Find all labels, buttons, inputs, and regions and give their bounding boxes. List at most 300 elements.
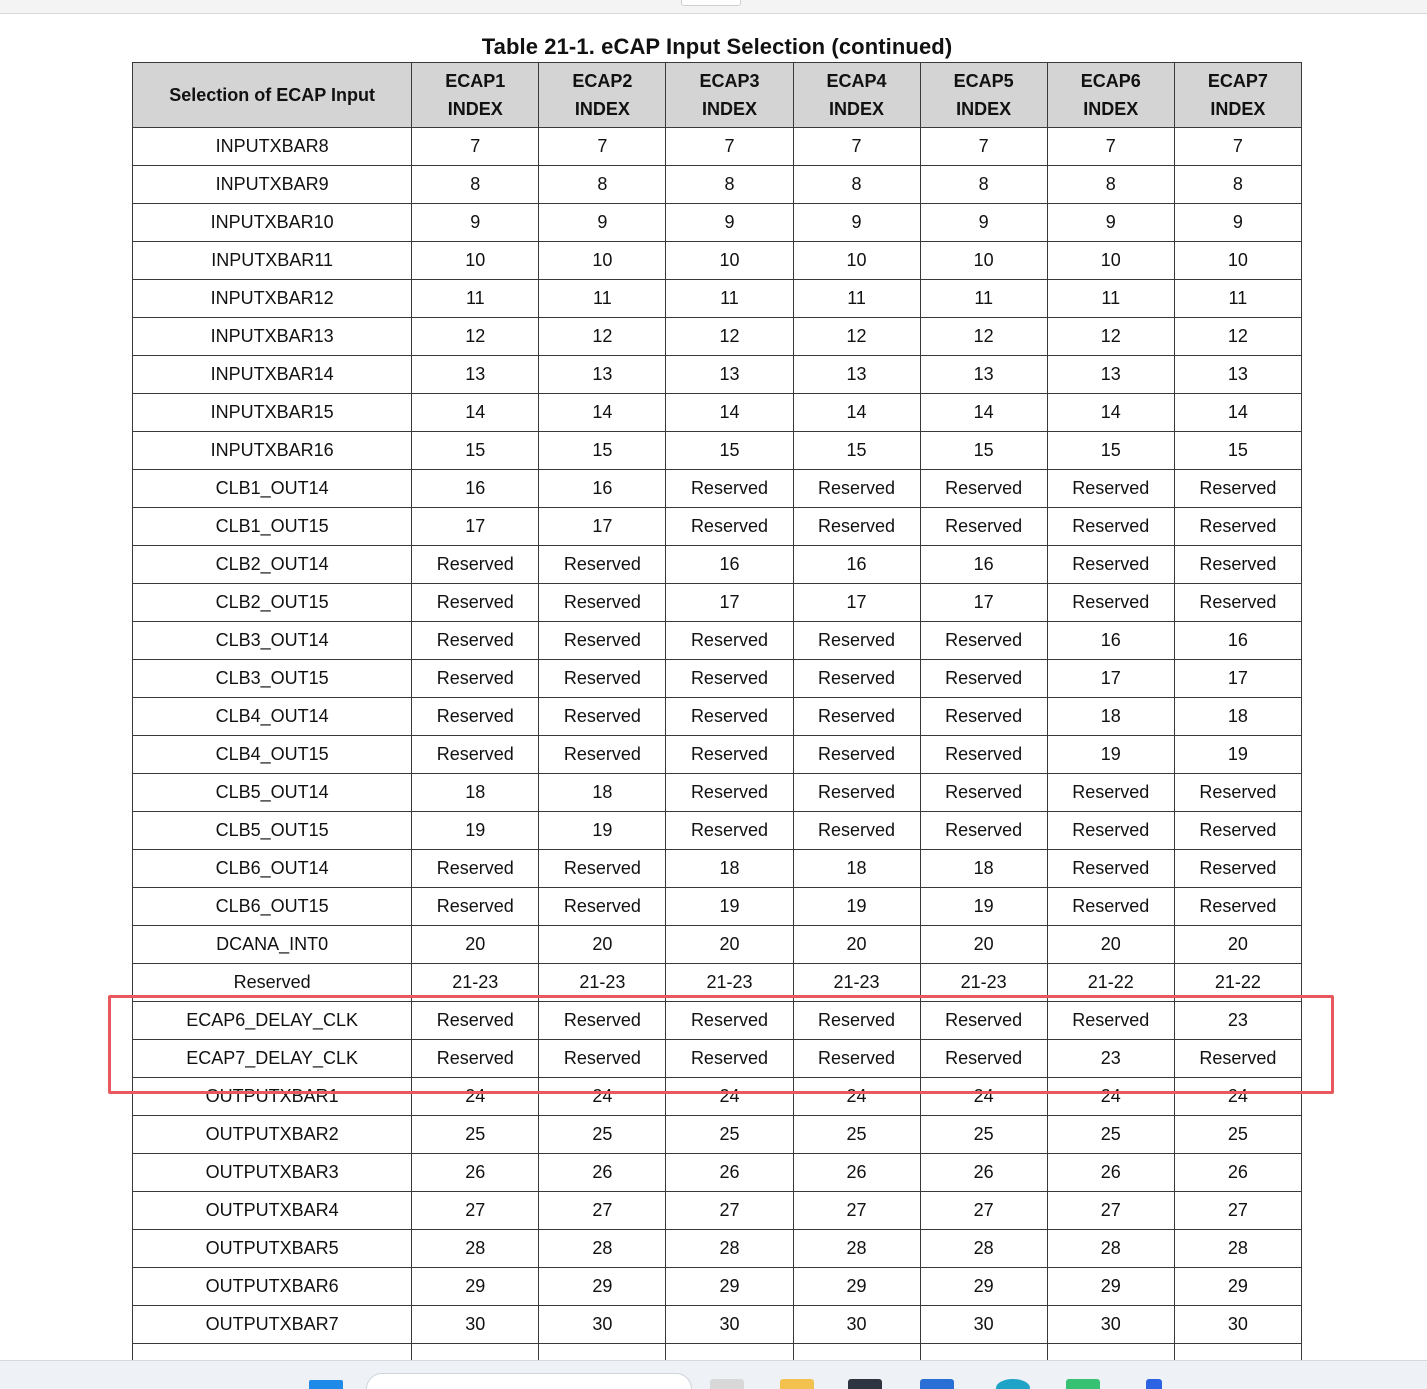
ecap1-index-cell: 25 xyxy=(412,1116,539,1154)
ecap6-index-cell: 8 xyxy=(1047,166,1174,204)
ecap6-index-cell: Reserved xyxy=(1047,584,1174,622)
ecap5-index-cell: 30 xyxy=(920,1306,1047,1344)
ecap4-index-cell: 24 xyxy=(793,1078,920,1116)
ecap1-index-cell: 13 xyxy=(412,356,539,394)
table-row xyxy=(133,204,1302,242)
header-ecap6-index xyxy=(1047,63,1174,128)
input-selection-cell: INPUTXBAR11 xyxy=(133,242,412,280)
ecap5-index-cell: Reserved xyxy=(920,1002,1047,1040)
ecap3-index-cell: 12 xyxy=(666,318,793,356)
input-selection-cell: INPUTXBAR15 xyxy=(133,394,412,432)
ecap2-index-cell: 10 xyxy=(539,242,666,280)
ecap3-index-cell: 25 xyxy=(666,1116,793,1154)
ecap3-index-cell: 16 xyxy=(666,546,793,584)
ecap7-index-cell: 7 xyxy=(1174,128,1301,166)
ecap3-index-cell: 13 xyxy=(666,356,793,394)
ecap5-index-cell: 8 xyxy=(920,166,1047,204)
ecap4-index-cell: 9 xyxy=(793,204,920,242)
ecap1-index-cell: 24 xyxy=(412,1078,539,1116)
header-label: ECAP5 xyxy=(953,71,1014,91)
ecap4-index-cell: 7 xyxy=(793,128,920,166)
table-row xyxy=(133,318,1302,356)
store-icon[interactable] xyxy=(920,1379,954,1389)
ecap5-index-cell: 26 xyxy=(920,1154,1047,1192)
ecap1-index-cell: 21-23 xyxy=(412,964,539,1002)
input-selection-cell: CLB6_OUT15 xyxy=(133,888,412,926)
ecap5-index-cell: 27 xyxy=(920,1192,1047,1230)
ecap3-index-cell: Reserved xyxy=(666,1002,793,1040)
ecap5-index-cell: Reserved xyxy=(920,622,1047,660)
ecap3-index-cell: Reserved xyxy=(666,1040,793,1078)
ecap7-index-cell: Reserved xyxy=(1174,584,1301,622)
ecap5-index-cell: 15 xyxy=(920,432,1047,470)
ecap6-index-cell: 19 xyxy=(1047,736,1174,774)
ecap2-index-cell: 24 xyxy=(539,1078,666,1116)
ecap6-index-cell: Reserved xyxy=(1047,888,1174,926)
ecap1-index-cell: 28 xyxy=(412,1230,539,1268)
ecap2-index-cell: 28 xyxy=(539,1230,666,1268)
ecap7-index-cell: 23 xyxy=(1174,1002,1301,1040)
ecap6-index-cell xyxy=(1047,1344,1174,1361)
ecap2-index-cell: 29 xyxy=(539,1268,666,1306)
ecap5-index-cell: 19 xyxy=(920,888,1047,926)
input-selection-cell: OUTPUTXBAR2 xyxy=(133,1116,412,1154)
table-row xyxy=(133,394,1302,432)
ecap7-index-cell: 20 xyxy=(1174,926,1301,964)
ecap6-index-cell: 12 xyxy=(1047,318,1174,356)
ecap2-index-cell: 7 xyxy=(539,128,666,166)
ecap4-index-cell: 10 xyxy=(793,242,920,280)
ecap7-index-cell: 28 xyxy=(1174,1230,1301,1268)
ecap3-index-cell: 14 xyxy=(666,394,793,432)
ecap2-index-cell xyxy=(539,1344,666,1361)
ecap6-index-cell: Reserved xyxy=(1047,774,1174,812)
ecap3-index-cell: Reserved xyxy=(666,622,793,660)
ecap7-index-cell: 25 xyxy=(1174,1116,1301,1154)
ecap2-index-cell: 18 xyxy=(539,774,666,812)
ecap7-index-cell: 19 xyxy=(1174,736,1301,774)
ecap2-index-cell: 21-23 xyxy=(539,964,666,1002)
input-selection-cell: INPUTXBAR9 xyxy=(133,166,412,204)
ecap5-index-cell: 21-23 xyxy=(920,964,1047,1002)
ecap3-index-cell: 24 xyxy=(666,1078,793,1116)
ecap5-index-cell: 10 xyxy=(920,242,1047,280)
viewer-toolbar xyxy=(0,0,1427,14)
ecap3-index-cell: 17 xyxy=(666,584,793,622)
ecap4-index-cell: 30 xyxy=(793,1306,920,1344)
table-row xyxy=(133,1154,1302,1192)
ecap7-index-cell: Reserved xyxy=(1174,812,1301,850)
ecap1-index-cell: 7 xyxy=(412,128,539,166)
ecap7-index-cell: 29 xyxy=(1174,1268,1301,1306)
ecap-input-selection-table xyxy=(132,62,1302,1360)
ecap3-index-cell: 28 xyxy=(666,1230,793,1268)
ecap1-index-cell: 10 xyxy=(412,242,539,280)
ecap4-index-cell: 19 xyxy=(793,888,920,926)
ecap7-index-cell: 17 xyxy=(1174,660,1301,698)
page-tab-handle[interactable] xyxy=(681,0,741,6)
table-row xyxy=(133,128,1302,166)
header-label: ECAP7 xyxy=(1207,71,1268,91)
ecap4-index-cell: 13 xyxy=(793,356,920,394)
ecap7-index-cell: Reserved xyxy=(1174,850,1301,888)
input-selection-cell: ECAP6_DELAY_CLK xyxy=(133,1002,412,1040)
input-selection-cell: CLB3_OUT15 xyxy=(133,660,412,698)
ecap4-index-cell: 11 xyxy=(793,280,920,318)
ecap6-index-cell: 16 xyxy=(1047,622,1174,660)
table-row xyxy=(133,1040,1302,1078)
ecap3-index-cell: Reserved xyxy=(666,736,793,774)
ecap1-index-cell: 9 xyxy=(412,204,539,242)
header-ecap7-index xyxy=(1174,63,1301,128)
ecap2-index-cell: Reserved xyxy=(539,698,666,736)
ecap6-index-cell: 28 xyxy=(1047,1230,1174,1268)
table-row xyxy=(133,812,1302,850)
ecap4-index-cell: 20 xyxy=(793,926,920,964)
table-row xyxy=(133,1230,1302,1268)
input-selection-cell: CLB6_OUT14 xyxy=(133,850,412,888)
ecap1-index-cell: 19 xyxy=(412,812,539,850)
ecap7-index-cell: Reserved xyxy=(1174,774,1301,812)
input-selection-cell: CLB2_OUT15 xyxy=(133,584,412,622)
table-body xyxy=(133,128,1302,1361)
table-row xyxy=(133,774,1302,812)
ecap2-index-cell: 14 xyxy=(539,394,666,432)
terminal-icon[interactable] xyxy=(848,1379,882,1389)
table-row xyxy=(133,356,1302,394)
ecap5-index-cell: 18 xyxy=(920,850,1047,888)
ecap1-index-cell: 27 xyxy=(412,1192,539,1230)
ecap7-index-cell: Reserved xyxy=(1174,888,1301,926)
ecap5-index-cell: 14 xyxy=(920,394,1047,432)
ecap2-index-cell: Reserved xyxy=(539,1002,666,1040)
ecap7-index-cell: Reserved xyxy=(1174,470,1301,508)
table-row xyxy=(133,850,1302,888)
ecap4-index-cell: 8 xyxy=(793,166,920,204)
table-row xyxy=(133,622,1302,660)
ecap7-index-cell xyxy=(1174,1344,1301,1361)
table-row xyxy=(133,1192,1302,1230)
ecap3-index-cell: 20 xyxy=(666,926,793,964)
table-row xyxy=(133,432,1302,470)
ecap7-index-cell: 21-22 xyxy=(1174,964,1301,1002)
ecap5-index-cell: Reserved xyxy=(920,736,1047,774)
ecap6-index-cell: Reserved xyxy=(1047,850,1174,888)
ecap7-index-cell: Reserved xyxy=(1174,508,1301,546)
ecap2-index-cell: 20 xyxy=(539,926,666,964)
ecap1-index-cell: Reserved xyxy=(412,850,539,888)
ecap6-index-cell: 14 xyxy=(1047,394,1174,432)
input-selection-cell: DCANA_INT0 xyxy=(133,926,412,964)
pen-app-icon[interactable] xyxy=(1146,1379,1162,1389)
ecap2-index-cell: 16 xyxy=(539,470,666,508)
ecap4-index-cell: 17 xyxy=(793,584,920,622)
input-selection-cell: CLB2_OUT14 xyxy=(133,546,412,584)
header-label-sub: INDEX xyxy=(1210,99,1266,119)
table-row xyxy=(133,1002,1302,1040)
ecap1-index-cell: 29 xyxy=(412,1268,539,1306)
ecap3-index-cell: 9 xyxy=(666,204,793,242)
ecap1-index-cell: Reserved xyxy=(412,660,539,698)
ecap2-index-cell: 17 xyxy=(539,508,666,546)
ecap7-index-cell: 15 xyxy=(1174,432,1301,470)
ecap6-index-cell: 17 xyxy=(1047,660,1174,698)
ecap5-index-cell: 28 xyxy=(920,1230,1047,1268)
ecap2-index-cell: 27 xyxy=(539,1192,666,1230)
ecap4-index-cell: Reserved xyxy=(793,660,920,698)
file-explorer-icon[interactable] xyxy=(780,1379,814,1389)
ecap5-index-cell: Reserved xyxy=(920,508,1047,546)
ecap1-index-cell: Reserved xyxy=(412,546,539,584)
input-selection-cell: CLB4_OUT15 xyxy=(133,736,412,774)
ecap2-index-cell: Reserved xyxy=(539,850,666,888)
ecap6-index-cell: 15 xyxy=(1047,432,1174,470)
input-selection-cell: ECAP7_DELAY_CLK xyxy=(133,1040,412,1078)
ecap3-index-cell: 11 xyxy=(666,280,793,318)
ecap4-index-cell: Reserved xyxy=(793,1040,920,1078)
table-row xyxy=(133,888,1302,926)
ecap6-index-cell: Reserved xyxy=(1047,1002,1174,1040)
ecap1-index-cell: 8 xyxy=(412,166,539,204)
ecap1-index-cell: 12 xyxy=(412,318,539,356)
input-selection-cell: INPUTXBAR12 xyxy=(133,280,412,318)
ecap4-index-cell xyxy=(793,1344,920,1361)
ecap4-index-cell: Reserved xyxy=(793,698,920,736)
ecap1-index-cell: 11 xyxy=(412,280,539,318)
ecap1-index-cell: Reserved xyxy=(412,584,539,622)
ecap5-index-cell: 20 xyxy=(920,926,1047,964)
ecap7-index-cell: 30 xyxy=(1174,1306,1301,1344)
ecap4-index-cell: 28 xyxy=(793,1230,920,1268)
ecap3-index-cell: 26 xyxy=(666,1154,793,1192)
ecap4-index-cell: Reserved xyxy=(793,622,920,660)
ecap3-index-cell xyxy=(666,1344,793,1361)
taskbar-search-box[interactable] xyxy=(366,1373,692,1389)
ecap5-index-cell xyxy=(920,1344,1047,1361)
table-row xyxy=(133,1268,1302,1306)
input-selection-cell: INPUTXBAR13 xyxy=(133,318,412,356)
ecap5-index-cell: 13 xyxy=(920,356,1047,394)
ecap1-index-cell: 15 xyxy=(412,432,539,470)
ecap7-index-cell: 26 xyxy=(1174,1154,1301,1192)
ecap7-index-cell: 16 xyxy=(1174,622,1301,660)
ecap1-index-cell: Reserved xyxy=(412,736,539,774)
input-selection-cell: INPUTXBAR16 xyxy=(133,432,412,470)
ecap4-index-cell: 16 xyxy=(793,546,920,584)
ecap3-index-cell: 8 xyxy=(666,166,793,204)
header-label: ECAP1 xyxy=(445,71,506,91)
ecap6-index-cell: 23 xyxy=(1047,1040,1174,1078)
ecap3-index-cell: Reserved xyxy=(666,698,793,736)
ecap2-index-cell: Reserved xyxy=(539,736,666,774)
ecap5-index-cell: 11 xyxy=(920,280,1047,318)
ecap6-index-cell: 21-22 xyxy=(1047,964,1174,1002)
ecap1-index-cell xyxy=(412,1344,539,1361)
ecap6-index-cell: Reserved xyxy=(1047,508,1174,546)
ecap7-index-cell: 14 xyxy=(1174,394,1301,432)
ecap6-index-cell: 7 xyxy=(1047,128,1174,166)
ecap3-index-cell: Reserved xyxy=(666,660,793,698)
ecap7-index-cell: 12 xyxy=(1174,318,1301,356)
input-selection-cell: CLB1_OUT15 xyxy=(133,508,412,546)
table-row xyxy=(133,280,1302,318)
ecap5-index-cell: Reserved xyxy=(920,470,1047,508)
ecap2-index-cell: 13 xyxy=(539,356,666,394)
ecap6-index-cell: 30 xyxy=(1047,1306,1174,1344)
input-selection-cell xyxy=(133,1344,412,1361)
header-label: ECAP6 xyxy=(1080,71,1141,91)
ecap5-index-cell: 29 xyxy=(920,1268,1047,1306)
ecap2-index-cell: 25 xyxy=(539,1116,666,1154)
ecap3-index-cell: 10 xyxy=(666,242,793,280)
ecap3-index-cell: 15 xyxy=(666,432,793,470)
ecap6-index-cell: 26 xyxy=(1047,1154,1174,1192)
header-label-sub: INDEX xyxy=(1083,99,1139,119)
table-row xyxy=(133,926,1302,964)
header-ecap5-index xyxy=(920,63,1047,128)
ecap2-index-cell: 26 xyxy=(539,1154,666,1192)
ecap2-index-cell: Reserved xyxy=(539,584,666,622)
table-row xyxy=(133,1306,1302,1344)
ecap7-index-cell: Reserved xyxy=(1174,546,1301,584)
app-icon[interactable] xyxy=(710,1379,744,1389)
header-label-sub: INDEX xyxy=(956,99,1012,119)
ecap5-index-cell: 16 xyxy=(920,546,1047,584)
windows-start-icon[interactable] xyxy=(309,1380,343,1389)
input-selection-cell: INPUTXBAR10 xyxy=(133,204,412,242)
table-row xyxy=(133,470,1302,508)
ecap4-index-cell: 15 xyxy=(793,432,920,470)
ecap5-index-cell: Reserved xyxy=(920,812,1047,850)
ecap1-index-cell: Reserved xyxy=(412,622,539,660)
ecap5-index-cell: Reserved xyxy=(920,660,1047,698)
ecap6-index-cell: Reserved xyxy=(1047,812,1174,850)
ecap2-index-cell: 9 xyxy=(539,204,666,242)
table-row xyxy=(133,546,1302,584)
ecap6-index-cell: 9 xyxy=(1047,204,1174,242)
input-selection-cell: INPUTXBAR14 xyxy=(133,356,412,394)
ecap7-index-cell: 11 xyxy=(1174,280,1301,318)
ecap4-index-cell: 14 xyxy=(793,394,920,432)
table-title: Table 21-1. eCAP Input Selection (continued) xyxy=(481,34,953,59)
ecap3-index-cell: 29 xyxy=(666,1268,793,1306)
ecap2-index-cell: 15 xyxy=(539,432,666,470)
ecap5-index-cell: Reserved xyxy=(920,698,1047,736)
ecap1-index-cell: 30 xyxy=(412,1306,539,1344)
table-row xyxy=(133,508,1302,546)
ecap5-index-cell: 17 xyxy=(920,584,1047,622)
ecap3-index-cell: Reserved xyxy=(666,470,793,508)
ecap2-index-cell: Reserved xyxy=(539,622,666,660)
ecap4-index-cell: Reserved xyxy=(793,736,920,774)
table-row xyxy=(133,1078,1302,1116)
ecap1-index-cell: 16 xyxy=(412,470,539,508)
input-selection-cell: Reserved xyxy=(133,964,412,1002)
header-selection-of-ecap-input xyxy=(133,63,412,128)
table-row xyxy=(133,242,1302,280)
header-label-sub: INDEX xyxy=(574,99,630,119)
ecap6-index-cell: 10 xyxy=(1047,242,1174,280)
chat-app-icon[interactable] xyxy=(1066,1379,1100,1389)
ecap3-index-cell: 19 xyxy=(666,888,793,926)
ecap3-index-cell: Reserved xyxy=(666,774,793,812)
header-ecap1-index xyxy=(412,63,539,128)
input-selection-cell: OUTPUTXBAR7 xyxy=(133,1306,412,1344)
header-label: ECAP3 xyxy=(699,71,760,91)
ecap1-index-cell: 26 xyxy=(412,1154,539,1192)
ecap1-index-cell: Reserved xyxy=(412,888,539,926)
ecap1-index-cell: 18 xyxy=(412,774,539,812)
input-selection-cell: CLB5_OUT14 xyxy=(133,774,412,812)
ecap4-index-cell: 12 xyxy=(793,318,920,356)
header-label-sub: INDEX xyxy=(447,99,503,119)
table-row xyxy=(133,698,1302,736)
header-ecap4-index xyxy=(793,63,920,128)
ecap6-index-cell: 24 xyxy=(1047,1078,1174,1116)
header-label-sub: INDEX xyxy=(701,99,757,119)
ecap1-index-cell: 20 xyxy=(412,926,539,964)
ecap6-index-cell: Reserved xyxy=(1047,546,1174,584)
ecap2-index-cell: 30 xyxy=(539,1306,666,1344)
ecap7-index-cell: 27 xyxy=(1174,1192,1301,1230)
edge-browser-icon[interactable] xyxy=(996,1379,1030,1389)
ecap6-index-cell: Reserved xyxy=(1047,470,1174,508)
ecap4-index-cell: 29 xyxy=(793,1268,920,1306)
table-row xyxy=(133,964,1302,1002)
input-selection-cell: OUTPUTXBAR3 xyxy=(133,1154,412,1192)
ecap2-index-cell: Reserved xyxy=(539,1040,666,1078)
ecap6-index-cell: 13 xyxy=(1047,356,1174,394)
header-label-sub: INDEX xyxy=(829,99,885,119)
ecap3-index-cell: Reserved xyxy=(666,812,793,850)
ecap5-index-cell: 24 xyxy=(920,1078,1047,1116)
ecap7-index-cell: 8 xyxy=(1174,166,1301,204)
ecap2-index-cell: 11 xyxy=(539,280,666,318)
ecap7-index-cell: 9 xyxy=(1174,204,1301,242)
ecap3-index-cell: 7 xyxy=(666,128,793,166)
ecap6-index-cell: 27 xyxy=(1047,1192,1174,1230)
header-label: Selection of ECAP Input xyxy=(169,85,375,105)
ecap6-index-cell: 20 xyxy=(1047,926,1174,964)
header-ecap2-index xyxy=(539,63,666,128)
ecap6-index-cell: 18 xyxy=(1047,698,1174,736)
ecap3-index-cell: 27 xyxy=(666,1192,793,1230)
table-header-row xyxy=(133,63,1302,128)
ecap4-index-cell: 26 xyxy=(793,1154,920,1192)
ecap3-index-cell: 21-23 xyxy=(666,964,793,1002)
ecap1-index-cell: 17 xyxy=(412,508,539,546)
ecap7-index-cell: 13 xyxy=(1174,356,1301,394)
input-selection-cell: OUTPUTXBAR5 xyxy=(133,1230,412,1268)
ecap4-index-cell: 18 xyxy=(793,850,920,888)
table-container xyxy=(132,62,1302,1360)
ecap1-index-cell: Reserved xyxy=(412,1040,539,1078)
table-row xyxy=(133,1344,1302,1361)
ecap7-index-cell: 24 xyxy=(1174,1078,1301,1116)
ecap4-index-cell: Reserved xyxy=(793,508,920,546)
input-selection-cell: OUTPUTXBAR1 xyxy=(133,1078,412,1116)
ecap2-index-cell: Reserved xyxy=(539,546,666,584)
ecap6-index-cell: 11 xyxy=(1047,280,1174,318)
ecap5-index-cell: 7 xyxy=(920,128,1047,166)
input-selection-cell: CLB1_OUT14 xyxy=(133,470,412,508)
ecap1-index-cell: Reserved xyxy=(412,1002,539,1040)
ecap5-index-cell: Reserved xyxy=(920,1040,1047,1078)
ecap4-index-cell: 25 xyxy=(793,1116,920,1154)
input-selection-cell: OUTPUTXBAR6 xyxy=(133,1268,412,1306)
ecap4-index-cell: 21-23 xyxy=(793,964,920,1002)
ecap7-index-cell: Reserved xyxy=(1174,1040,1301,1078)
